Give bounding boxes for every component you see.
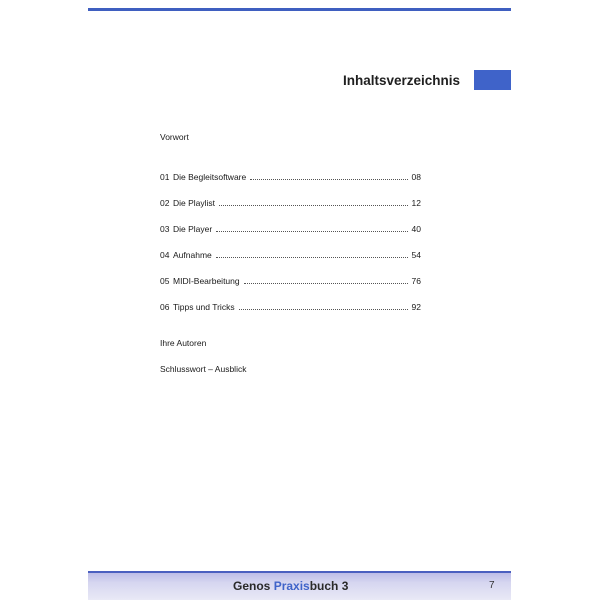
toc-leader-dots xyxy=(219,197,407,206)
top-rule xyxy=(88,8,511,11)
toc-entry-number: 03 xyxy=(160,224,170,234)
toc-leader-dots xyxy=(216,249,408,258)
toc-entry xyxy=(160,223,421,235)
footer-book-title xyxy=(233,579,348,593)
toc-leader-dots xyxy=(216,223,407,232)
toc-entry-number: 04 xyxy=(160,250,170,260)
toc-entry xyxy=(160,249,421,261)
toc-entry-title: Tipps und Tricks xyxy=(173,302,235,312)
toc-entry-title: Die Player xyxy=(173,224,213,234)
toc-entry xyxy=(160,171,421,183)
toc-preface: Vorwort xyxy=(160,132,189,142)
toc-entry-number: 02 xyxy=(160,198,170,208)
toc-entry-number: 01 xyxy=(160,172,170,182)
toc-entry-title: Die Begleitsoftware xyxy=(173,172,247,182)
toc-entry-page: 40 xyxy=(411,224,421,234)
toc-entry-title: MIDI-Bearbeitung xyxy=(173,276,240,286)
toc-leader-dots xyxy=(250,171,407,180)
toc-entry xyxy=(160,275,421,287)
toc-entry-page: 92 xyxy=(411,302,421,312)
toc-authors: Ihre Autoren xyxy=(160,338,207,348)
toc-leader-dots xyxy=(239,301,408,310)
page-title: Inhaltsverzeichnis xyxy=(342,73,460,88)
toc-entry-title: Aufnahme xyxy=(173,250,212,260)
toc-entry-page: 76 xyxy=(411,276,421,286)
toc-entry-number: 05 xyxy=(160,276,170,286)
toc-entry xyxy=(160,301,421,313)
toc-entry-page: 08 xyxy=(411,172,421,182)
toc-entry-page: 12 xyxy=(411,198,421,208)
toc-entry xyxy=(160,197,421,209)
toc-entry-title: Die Playlist xyxy=(173,198,216,208)
toc-closing: Schlusswort – Ausblick xyxy=(160,364,247,374)
footer-title-accent: Praxis xyxy=(273,579,310,593)
toc-leader-dots xyxy=(244,275,408,284)
toc-entry-number: 06 xyxy=(160,302,170,312)
heading-accent-block xyxy=(474,70,511,90)
page-number: 7 xyxy=(489,580,495,591)
toc-entry-page: 54 xyxy=(411,250,421,260)
footer-title-part2: buch 3 xyxy=(309,579,349,593)
footer-title-part1: Genos xyxy=(233,579,274,593)
